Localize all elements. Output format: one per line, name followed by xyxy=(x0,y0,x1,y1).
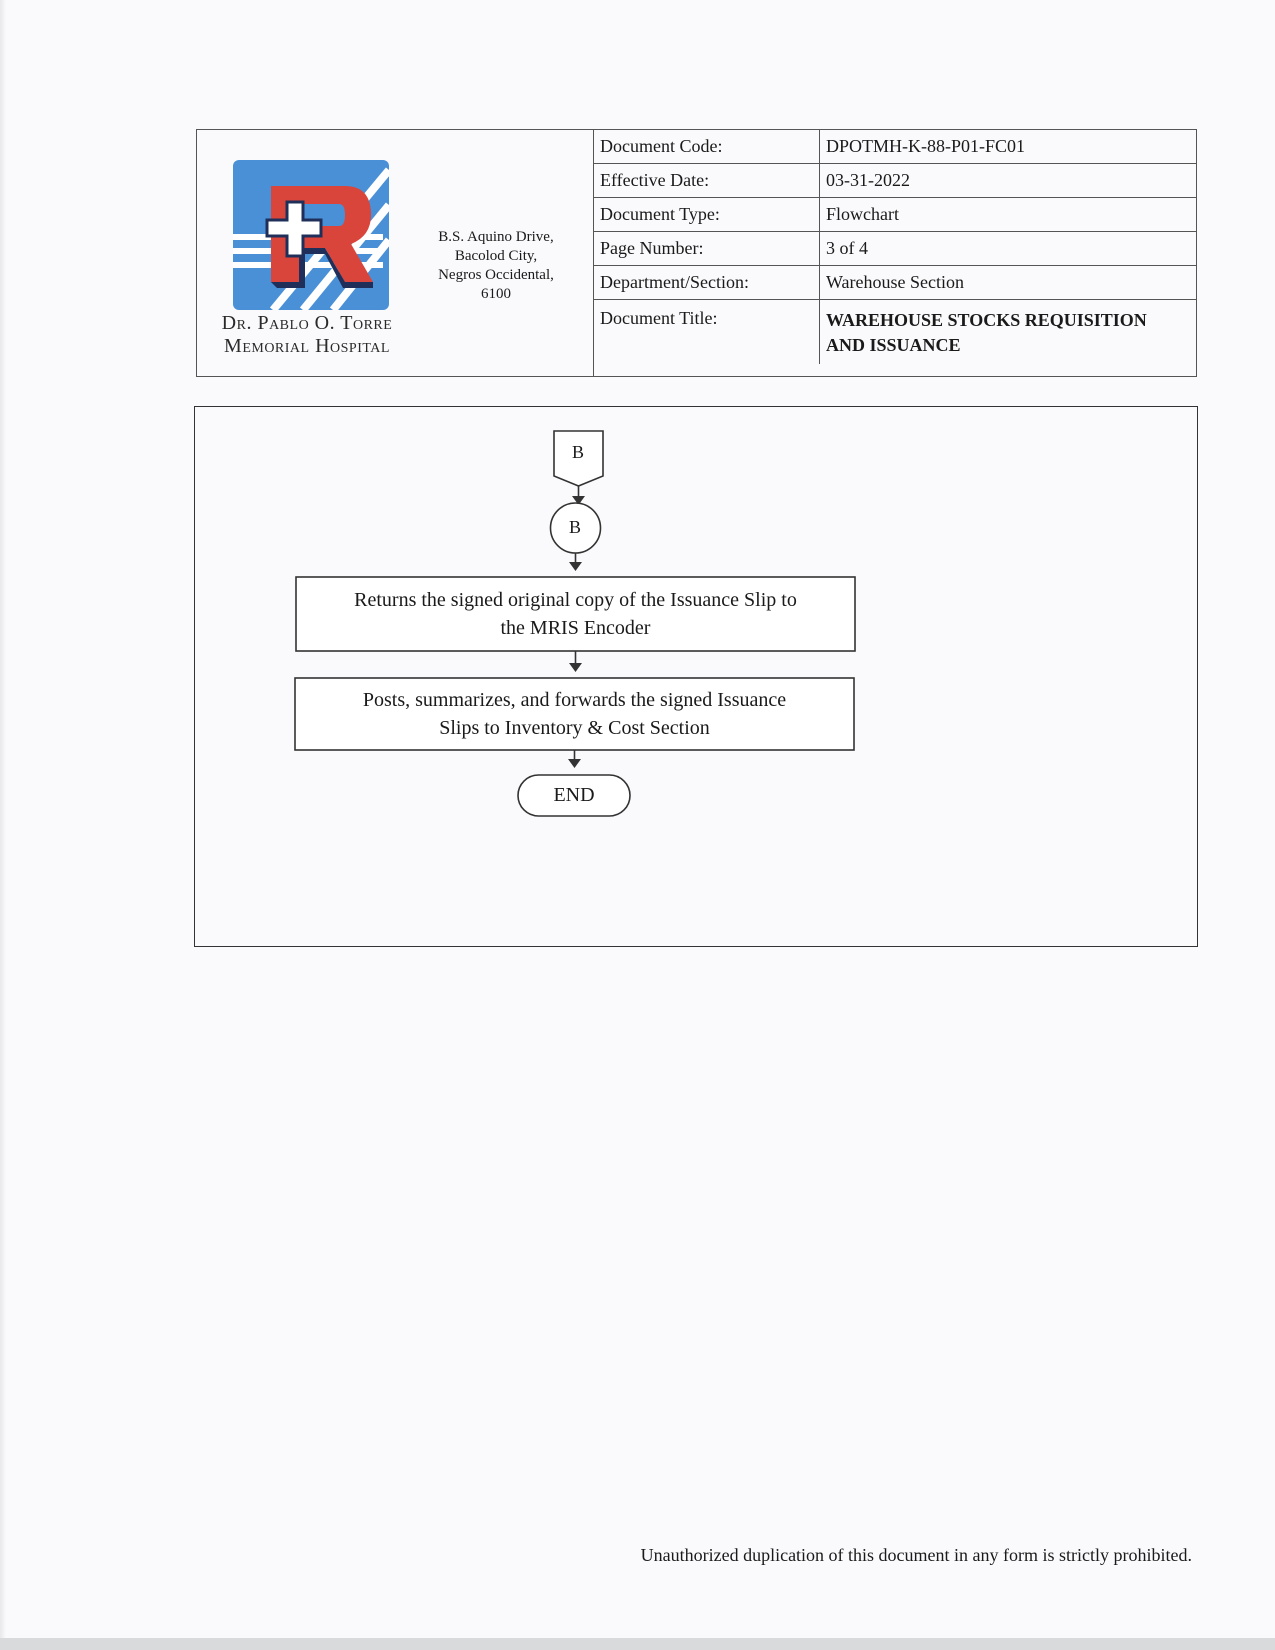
meta-row xyxy=(594,232,1198,266)
meta-value: DPOTMH-K-88-P01-FC01 xyxy=(820,130,1198,164)
address-line4: 6100 xyxy=(481,286,511,302)
meta-label: Page Number: xyxy=(594,232,820,266)
arrowhead xyxy=(569,562,582,571)
hospital-address xyxy=(421,228,571,304)
terminator-label: END xyxy=(553,784,595,806)
process-step-1-line2: the MRIS Encoder xyxy=(500,617,651,639)
page-shadow-bottom xyxy=(0,1638,1275,1650)
arrowhead xyxy=(568,759,581,768)
meta-row-title xyxy=(594,300,1198,365)
address-line2: Bacolod City, xyxy=(454,248,538,264)
meta-value: Warehouse Section xyxy=(820,266,1198,300)
meta-row xyxy=(594,130,1198,164)
meta-value: Flowchart xyxy=(820,198,1198,232)
process-step-2-text xyxy=(295,686,854,742)
meta-row xyxy=(594,164,1198,198)
process-step-2-line1: Posts, summarizes, and forwards the signed Issuance xyxy=(362,689,787,711)
flowchart-frame xyxy=(194,406,1198,947)
logo-cell xyxy=(197,130,594,376)
arrowhead xyxy=(569,663,582,672)
offpage-connector-label: B xyxy=(571,442,584,462)
meta-label: Document Title: xyxy=(594,300,820,365)
document-title-line2: AND ISSUANCE xyxy=(826,335,961,355)
process-step-1-line1: Returns the signed original copy of the Issuance Slip to xyxy=(354,589,797,611)
address-line3: Negros Occidental, xyxy=(438,267,554,283)
document-title-line1: WAREHOUSE STOCKS REQUISITION xyxy=(826,310,1147,330)
page-shadow-left xyxy=(0,0,6,1650)
meta-row xyxy=(594,266,1198,300)
hospital-name xyxy=(205,312,409,358)
address-line1: B.S. Aquino Drive, xyxy=(438,229,554,245)
process-step-1-text xyxy=(296,586,855,642)
document-header xyxy=(196,129,1197,377)
hospital-name-line1: Dr. Pablo O. Torre xyxy=(221,312,393,334)
document-meta-table xyxy=(593,130,1197,364)
meta-label: Document Type: xyxy=(594,198,820,232)
onpage-connector-label: B xyxy=(568,517,581,537)
process-step-2-line2: Slips to Inventory & Cost Section xyxy=(439,717,710,739)
meta-row xyxy=(594,198,1198,232)
meta-label: Effective Date: xyxy=(594,164,820,198)
hospital-name-line2: Memorial Hospital xyxy=(224,335,390,357)
meta-value: 03-31-2022 xyxy=(820,164,1198,198)
meta-value: 3 of 4 xyxy=(820,232,1198,266)
meta-label: Department/Section: xyxy=(594,266,820,300)
hospital-logo-icon xyxy=(233,160,389,310)
document-title xyxy=(820,300,1198,365)
meta-label: Document Code: xyxy=(594,130,820,164)
flowchart-diagram xyxy=(195,407,1197,946)
footer-notice: Unauthorized duplication of this document in any form is strictly prohibited. xyxy=(640,1545,1192,1565)
